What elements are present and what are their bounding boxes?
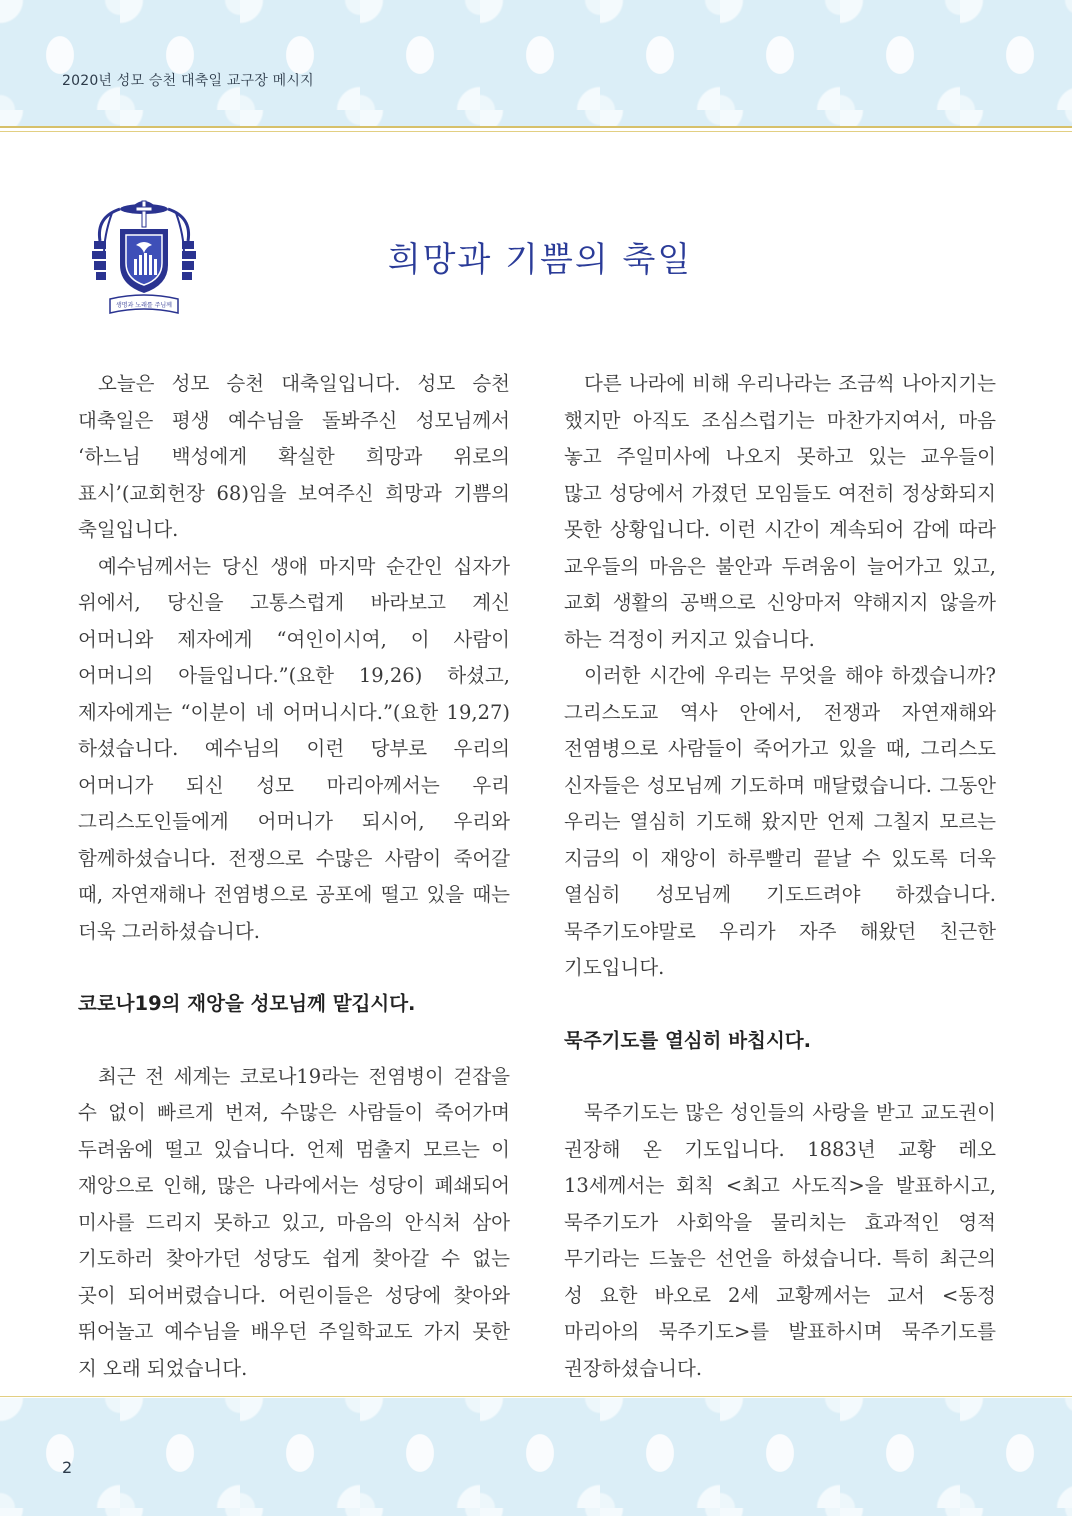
top-gold-rule [0,126,1072,128]
left-column [78,366,510,1387]
bottom-decorative-band [0,1398,1072,1516]
section-heading: 묵주기도를 열심히 바칩시다. [564,1028,812,1052]
page-number: 2 [62,1458,73,1477]
right-column [564,366,996,1387]
paragraph: 예수님께서는 당신 생애 마지막 순간인 십자가 위에서, 당신을 고통스럽게 바라보고 계신 어머니와 제자에게 “여인이시여, 이 사람이 어머니의 아들입니다.”(요한 19,26) 하셨고, 제자에게는 “이분이 네 어머니시다.”(요한 19,27) 하셨습니다. 예수님의 이런 당부로 우리의 어머니가 되신 성모 마리아께서는 우리 그리스도인들에게 어머니가 되시어, 우리와 함께하셨습니다. 전쟁으로 수많은 사람이 죽어갈 때, 자연재해나 전염병으로 공포에 떨고 있을 때는 더욱 그러하셨습니다. [78,554,510,943]
paragraph: 최근 전 세계는 코로나19라는 전염병이 걷잡을 수 없이 빠르게 번져, 수많은 사람들이 죽어가며 두려움에 떨고 있습니다. 언제 멈출지 모르는 이 재앙으로 인해, 많은 나라에서는 성당이 폐쇄되어 미사를 드리지 못하고 있고, 마음의 안식처 삼아 기도하러 찾아가던 성당도 쉽게 찾아갈 수 없는 곳이 되어버렸습니다. 어린이들은 성당에 찾아와 뛰어놀고 예수님을 배우던 주일학교도 가지 못한 지 오래 되었습니다. [78,1064,510,1380]
top-decorative-band [0,0,1072,128]
section-heading: 코로나19의 재앙을 성모님께 맡깁시다. [78,992,416,1015]
paragraph: 이러한 시간에 우리는 무엇을 해야 하겠습니까? 그리스도교 역사 안에서, 전쟁과 자연재해와 전염병으로 사람들이 죽어가고 있을 때, 그리스도 신자들은 성모님께 기도하며 매달렸습니다. 그동안 우리는 열심히 기도해 왔지만 언제 그칠지 모르는 지금의 이 재앙이 하루빨리 끝날 수 있도록 더욱 열심히 성모님께 기도드려야 하겠습니다. 묵주기도야말로 우리가 자주 해왔던 친근한 기도입니다. [564,664,996,979]
crest-motto: 생명과 노래를 주님께 [116,302,172,309]
top-gold-rule-thin [0,131,1072,132]
bottom-gold-rule-thin [0,1396,1072,1397]
episcopal-crest-icon [90,195,198,319]
running-header: 2020년 성모 승천 대축일 교구장 메시지 [62,73,314,89]
paragraph: 묵주기도는 많은 성인들의 사랑을 받고 교도권이 권장해 온 기도입니다. 1883년 교황 레오 13세께서는 회칙 <최고 사도직>을 발표하시고, 묵주기도가 사회악을 물리치는 효과적인 영적 무기라는 드높은 선언을 하셨습니다. 특히 최근의 성 요한 바오로 2세 교황께서는 교서 <동정 마리아의 묵주기도>를 발표하시며 묵주기도를 권장하셨습니다. [564,1101,996,1380]
page-title: 희망과 기쁨의 축일 [387,240,693,280]
paragraph: 다른 나라에 비해 우리나라는 조금씩 나아지기는 했지만 아직도 조심스럽기는 마찬가지여서, 마음 놓고 주일미사에 나오지 못하고 있는 교우들이 많고 성당에서 가졌던 모임들도 여전히 정상화되지 못한 상황입니다. 이런 시간이 계속되어 감에 따라 교우들의 마음은 불안과 두려움이 늘어가고 있고, 교회 생활의 공백으로 신앙마저 약해지지 않을까 하는 걱정이 커지고 있습니다. [564,372,996,651]
paragraph: 오늘은 성모 승천 대축일입니다. 성모 승천 대축일은 평생 예수님을 돌봐주신 성모님께서 ‘하느님 백성에게 확실한 희망과 위로의 표시’(교회헌장 68)임을 보여주신 희망과 기쁨의 축일입니다. [78,372,510,541]
